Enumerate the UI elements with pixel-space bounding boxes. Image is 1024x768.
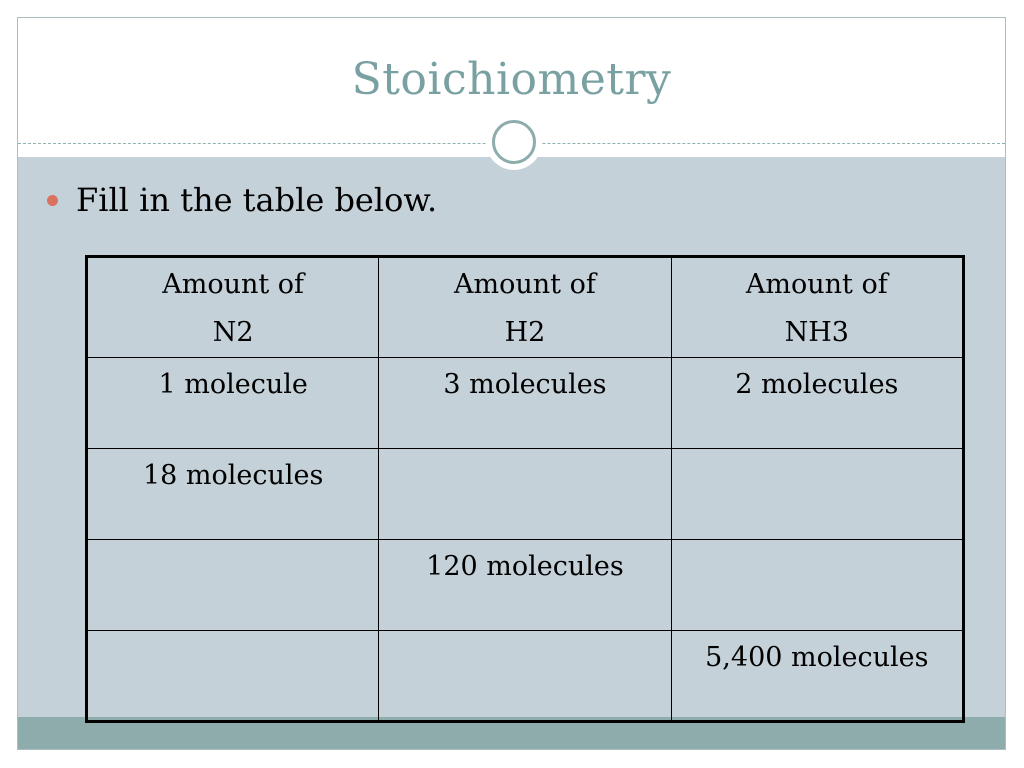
bullet-item	[47, 178, 437, 222]
header-species: N2	[212, 317, 254, 348]
table-row	[87, 358, 964, 449]
header-species: H2	[504, 317, 546, 348]
table-cell	[87, 631, 379, 722]
table-row	[87, 631, 964, 722]
table-cell: 2 molecules	[671, 358, 963, 449]
table-cell: 5,400 molecules	[671, 631, 963, 722]
header-label: Amount of	[745, 269, 888, 300]
table-cell	[379, 449, 671, 540]
ring-icon	[492, 120, 536, 164]
header-species: NH3	[784, 317, 849, 348]
table-cell: 1 molecule	[87, 358, 379, 449]
table-cell: 120 molecules	[379, 540, 671, 631]
slide-title: Stoichiometry	[351, 54, 672, 105]
table-cell	[87, 540, 379, 631]
table-cell	[671, 540, 963, 631]
bullet-dot-icon	[47, 195, 58, 206]
header-cell-h2	[379, 257, 671, 358]
header-label: Amount of	[162, 269, 305, 300]
circle-ornament-icon	[486, 114, 542, 170]
stoichiometry-table	[85, 255, 965, 723]
table-cell	[379, 631, 671, 722]
table-header-row	[87, 257, 964, 358]
slide	[17, 17, 1006, 750]
header-cell-nh3	[671, 257, 963, 358]
table-cell: 18 molecules	[87, 449, 379, 540]
bullet-text: Fill in the table below.	[76, 181, 438, 219]
table-row	[87, 449, 964, 540]
header-label: Amount of	[454, 269, 596, 300]
table-cell	[671, 449, 963, 540]
table-row	[87, 540, 964, 631]
header-cell-n2	[87, 257, 379, 358]
table-cell: 3 molecules	[379, 358, 671, 449]
